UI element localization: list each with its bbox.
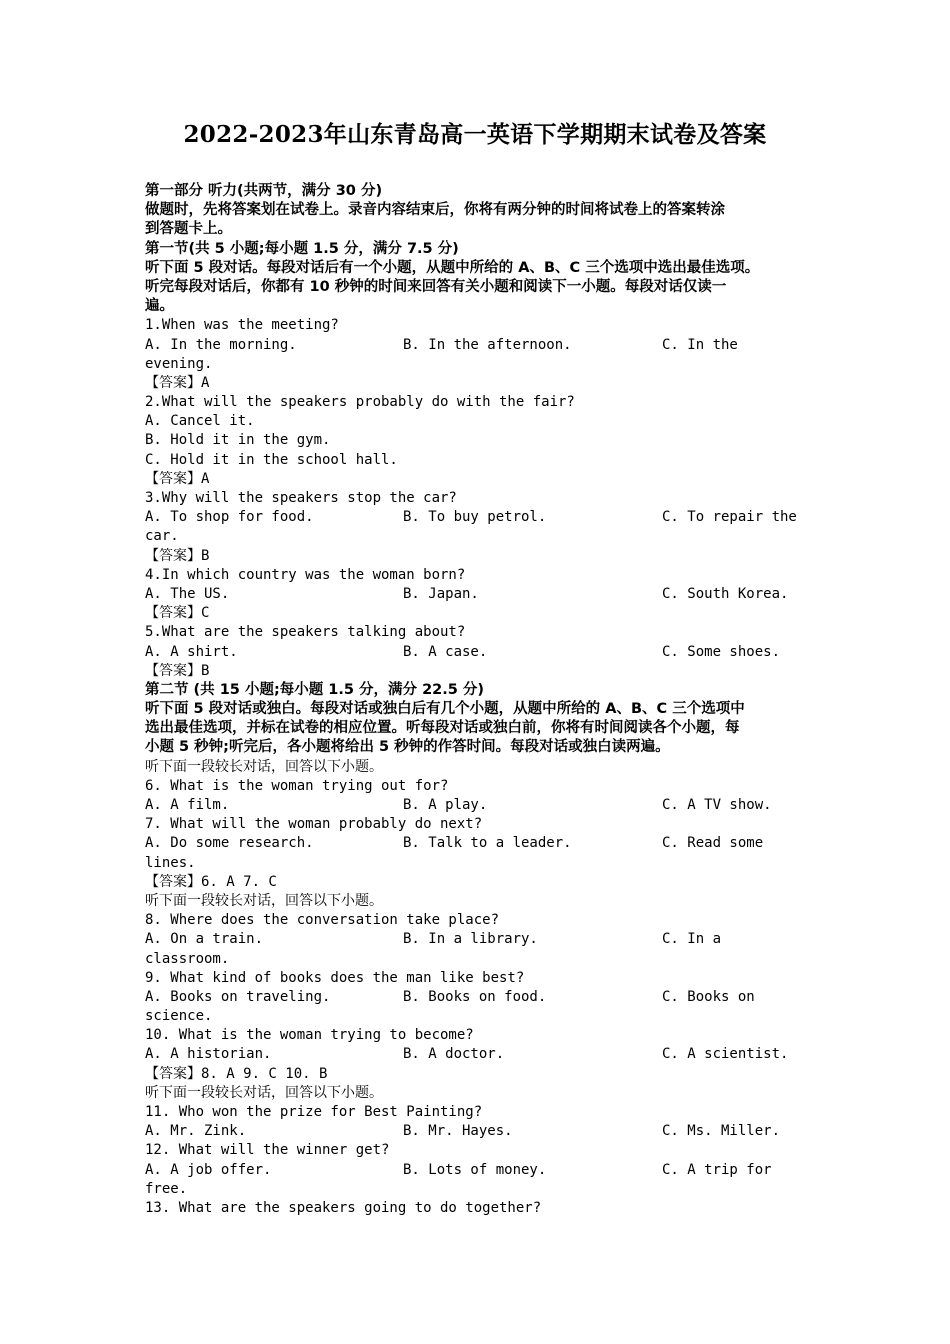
options-7 (145, 834, 815, 853)
option-c: C. A TV show. (662, 797, 772, 813)
option-b: B. Mr. Hayes. (403, 1123, 513, 1140)
section2-instruction: 听下面 5 段对话或独白。每段对话或独白后有几个小题，从题中所给的 A、B、C 三个选项中 (145, 701, 745, 718)
question-12: 12. What will the winner get? (145, 1142, 390, 1159)
options-4 (145, 585, 815, 604)
exam-content (145, 182, 815, 1218)
question-2: 2.What will the speakers probably do with the fair? (145, 394, 575, 411)
part1-heading: 第一部分 听力(共两节，满分 30 分) (145, 183, 383, 199)
section1-instruction: 听下面 5 段对话。每段对话后有一个小题，从题中所给的 A、B、C 三个选项中选出最佳选项。 (145, 259, 760, 276)
option-b: B. In the afternoon. (403, 336, 572, 353)
group-intro: 听下面一段较长对话，回答以下小题。 (145, 1084, 383, 1101)
option-a: A. To shop for food. (145, 509, 314, 526)
option-c-continued: science. (145, 1008, 213, 1025)
option-b: B. In a library. (403, 931, 538, 948)
options-11 (145, 1122, 815, 1141)
option-c: C. In the (662, 336, 738, 353)
option-c-continued: car. (145, 528, 179, 545)
option-c: C. In a (662, 931, 722, 948)
answer-5: 【答案】B (145, 662, 210, 679)
part1-instruction: 到答题卡上。 (145, 221, 232, 238)
option-c: C. A scientist. (662, 1046, 789, 1063)
question-13: 13. What are the speakers going to do together? (145, 1199, 542, 1216)
option-c-continued: evening. (145, 355, 213, 372)
option-a: A. A historian. (145, 1046, 272, 1063)
option-a: A. A job offer. (145, 1161, 272, 1178)
question-3: 3.Why will the speakers stop the car? (145, 490, 457, 506)
options-1 (145, 336, 815, 355)
option-c: C. Hold it in the school hall. (145, 451, 398, 468)
section1-instruction: 遍。 (145, 298, 174, 315)
option-c: C. Ms. Miller. (662, 1123, 781, 1140)
option-b: B. Lots of money. (403, 1161, 547, 1178)
section2-instruction: 小题 5 秒钟;听完后，各小题将给出 5 秒钟的作答时间。每段对话或独白读两遍。 (145, 739, 670, 756)
section1-instruction: 听完每段对话后，你都有 10 秒钟的时间来回答有关小题和阅读下一小题。每段对话仅读一 (145, 278, 727, 295)
option-c: C. A trip for (662, 1161, 772, 1178)
option-a: A. Cancel it. (145, 413, 255, 430)
option-c: C. Read some (662, 835, 764, 852)
options-6 (145, 796, 815, 815)
option-c-continued: classroom. (145, 950, 230, 967)
section2-heading: 第二节 (共 15 小题;每小题 1.5 分，满分 22.5 分) (145, 681, 485, 698)
option-b: B. Talk to a leader. (403, 835, 572, 852)
option-b: B. A case. (403, 643, 488, 660)
option-c: C. To repair the (662, 509, 797, 526)
option-b: B. To buy petrol. (403, 509, 547, 526)
answer-group-2: 【答案】8. A 9. C 10. B (145, 1065, 328, 1082)
question-6: 6. What is the woman trying out for? (145, 777, 449, 794)
question-11: 11. Who won the prize for Best Painting? (145, 1104, 483, 1120)
option-b: B. A play. (403, 797, 488, 813)
option-a: A. A film. (145, 797, 230, 813)
options-3 (145, 508, 815, 527)
option-a: A. In the morning. (145, 336, 297, 353)
option-c: C. Books on (662, 988, 755, 1005)
part1-instruction: 做题时，先将答案划在试卷上。录音内容结束后，你将有两分钟的时间将试卷上的答案转涂 (145, 202, 725, 219)
option-c: C. South Korea. (662, 585, 789, 602)
question-5: 5.What are the speakers talking about? (145, 624, 466, 641)
answer-group-1: 【答案】6. A 7. C (145, 873, 277, 890)
option-a: A. Do some research. (145, 835, 314, 852)
answer-4: 【答案】C (145, 605, 210, 622)
group-intro: 听下面一段较长对话，回答以下小题。 (145, 892, 383, 909)
option-b: B. A doctor. (403, 1046, 505, 1063)
option-a: A. A shirt. (145, 643, 238, 660)
section1-heading: 第一节(共 5 小题;每小题 1.5 分，满分 7.5 分) (145, 240, 459, 257)
options-9 (145, 988, 815, 1007)
option-b: B. Hold it in the gym. (145, 432, 331, 449)
options-12 (145, 1161, 815, 1180)
question-9: 9. What kind of books does the man like best? (145, 969, 525, 986)
answer-3: 【答案】B (145, 547, 210, 564)
option-a: A. Books on traveling. (145, 988, 331, 1005)
question-10: 10. What is the woman trying to become? (145, 1027, 474, 1044)
page-title: 2022-2023年山东青岛高一英语下学期期末试卷及答案 (183, 121, 767, 148)
option-c-continued: lines. (145, 854, 196, 871)
options-5 (145, 643, 815, 662)
group-intro: 听下面一段较长对话，回答以下小题。 (145, 758, 383, 775)
question-4: 4.In which country was the woman born? (145, 566, 466, 583)
answer-2: 【答案】A (145, 470, 210, 487)
option-b: B. Japan. (403, 585, 479, 602)
option-a: A. The US. (145, 585, 230, 602)
option-c-continued: free. (145, 1180, 188, 1197)
options-8 (145, 930, 815, 949)
answer-1: 【答案】A (145, 374, 210, 391)
question-1: 1.When was the meeting? (145, 317, 339, 334)
question-8: 8. Where does the conversation take place? (145, 912, 500, 929)
option-a: A. On a train. (145, 931, 264, 948)
question-7: 7. What will the woman probably do next? (145, 816, 483, 833)
options-10 (145, 1045, 815, 1064)
option-a: A. Mr. Zink. (145, 1123, 247, 1140)
option-c: C. Some shoes. (662, 643, 781, 660)
option-b: B. Books on food. (403, 988, 547, 1005)
section2-instruction: 选出最佳选项，并标在试卷的相应位置。听每段对话或独白前，你将有时间阅读各个小题，每 (145, 720, 740, 737)
